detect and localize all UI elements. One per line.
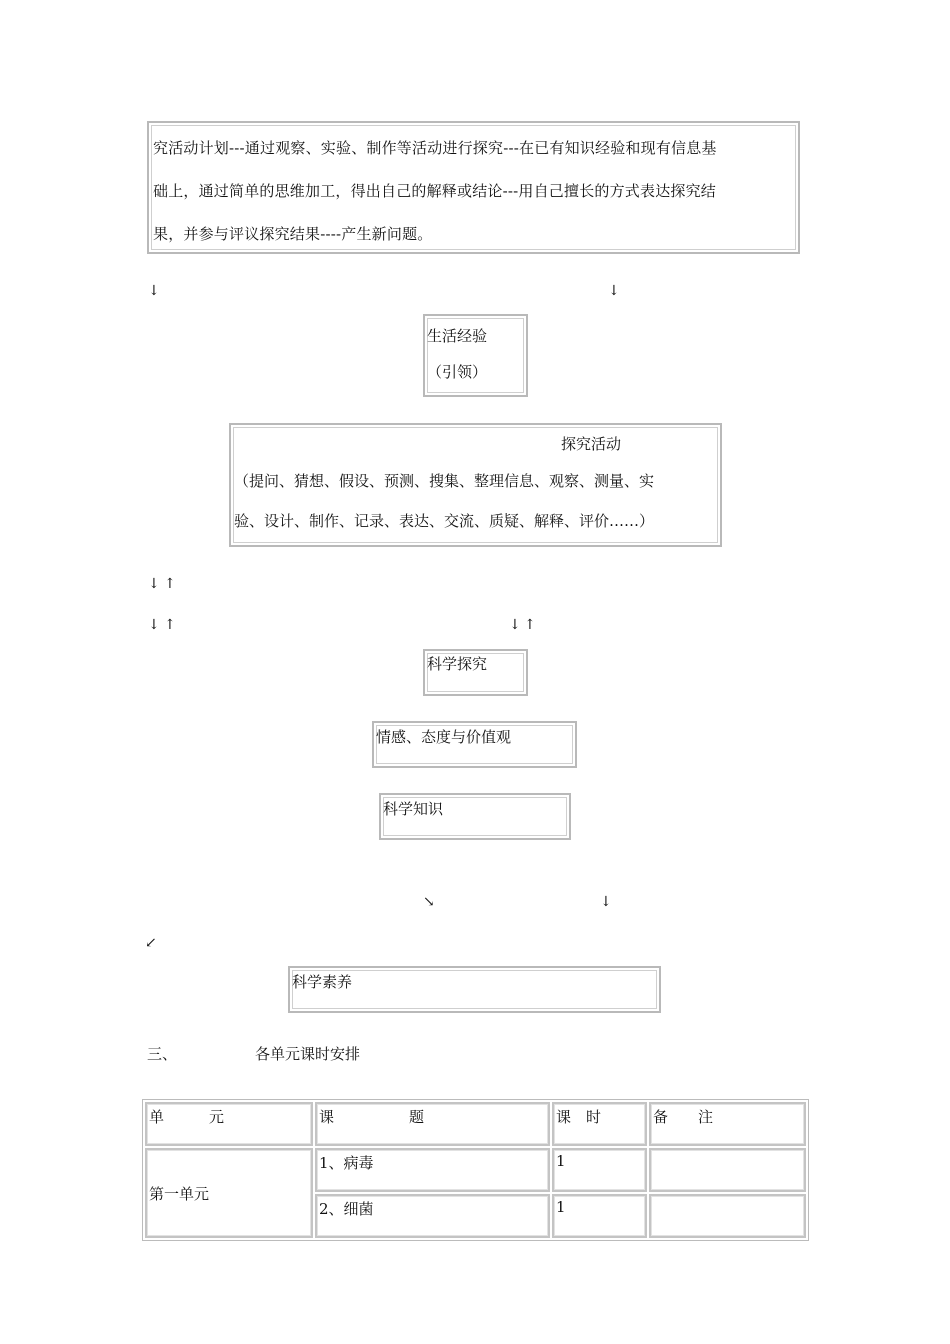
arrow-down: ↓ bbox=[600, 894, 612, 910]
table-row bbox=[145, 1148, 806, 1192]
emotion-values-label: 情感、态度与价值观 bbox=[376, 728, 512, 746]
hours-cell: 1 bbox=[552, 1148, 647, 1192]
scientific-inquiry-box bbox=[423, 649, 528, 696]
arrow-up: ↑ bbox=[164, 576, 176, 592]
arrow-down-left-column: ↓ bbox=[148, 283, 160, 299]
notes-cell bbox=[649, 1194, 806, 1238]
header-unit: 单 元 bbox=[145, 1102, 313, 1146]
arrow-down: ↓ bbox=[148, 617, 160, 633]
inquiry-activity-line-2: 验、设计、制作、记录、表达、交流、质疑、解释、评价……） bbox=[234, 512, 655, 530]
notes-cell bbox=[649, 1148, 806, 1192]
process-line-3: 果，并参与评议探究结果----产生新问题。 bbox=[153, 225, 433, 243]
life-experience-title: 生活经验 bbox=[427, 327, 488, 345]
lesson-cell: 2、细菌 bbox=[315, 1194, 550, 1238]
inquiry-activity-title: 探究活动 bbox=[560, 435, 621, 453]
process-line-2: 础上，通过简单的思维加工，得出自己的解释或结论---用自己擅长的方式表达探究结 bbox=[153, 182, 717, 200]
unit-name-cell: 第一单元 bbox=[145, 1148, 313, 1238]
scientific-inquiry-label: 科学探究 bbox=[427, 655, 488, 673]
table-header-row bbox=[145, 1102, 806, 1146]
arrow-down-right-column: ↓ bbox=[608, 283, 620, 299]
life-experience-subtitle: （引领） bbox=[427, 363, 488, 381]
arrow-up: ↑ bbox=[164, 617, 176, 633]
hours-cell: 1 bbox=[552, 1194, 647, 1238]
scientific-literacy-label: 科学素养 bbox=[292, 973, 353, 991]
arrow-diagonal-down-right: ↘ bbox=[423, 894, 435, 910]
emotion-values-box bbox=[372, 721, 577, 768]
lesson-cell: 1、病毒 bbox=[315, 1148, 550, 1192]
scientific-knowledge-box bbox=[379, 793, 571, 840]
scientific-knowledge-label: 科学知识 bbox=[383, 800, 444, 818]
process-line-1: 究活动计划---通过观察、实验、制作等活动进行探究---在已有知识经验和现有信息基 bbox=[153, 139, 717, 157]
section-number: 三、 bbox=[147, 1045, 178, 1063]
arrow-up: ↑ bbox=[524, 617, 536, 633]
unit-schedule-table bbox=[142, 1099, 809, 1241]
header-notes: 备 注 bbox=[649, 1102, 806, 1146]
scientific-literacy-box bbox=[288, 966, 661, 1013]
process-description-box bbox=[147, 121, 800, 254]
section-title: 各单元课时安排 bbox=[255, 1045, 361, 1063]
inquiry-activity-line-1: （提问、猜想、假设、预测、搜集、整理信息、观察、测量、实 bbox=[234, 472, 655, 490]
arrow-down: ↓ bbox=[509, 617, 521, 633]
header-lesson: 课 题 bbox=[315, 1102, 550, 1146]
life-experience-box bbox=[423, 314, 528, 397]
header-hours: 课 时 bbox=[552, 1102, 647, 1146]
inquiry-activity-box bbox=[229, 423, 722, 547]
arrow-down: ↓ bbox=[148, 576, 160, 592]
arrow-diagonal-down-left: ↙ bbox=[145, 935, 157, 951]
